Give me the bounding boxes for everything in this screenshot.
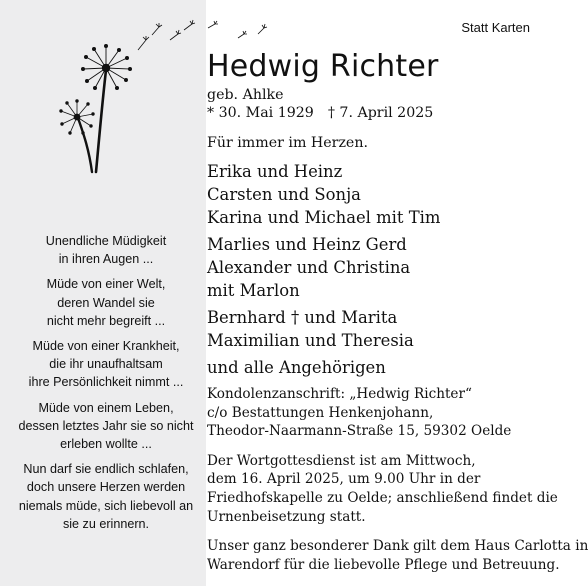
poem-stanza [14, 275, 198, 330]
service-info [207, 452, 558, 526]
condolence-line: c/o Bestattungen Henkenjohann, [207, 404, 434, 421]
poem-line: deren Wandel sie [57, 295, 155, 310]
thanks-line: Warendorf für die liebevolle Pflege und Betreuung. [207, 556, 560, 573]
condolence-address [207, 385, 537, 441]
relatives-line: und alle Angehörigen [207, 358, 386, 377]
service-line: Friedhofskapelle zu Oelde; anschließend findet die [207, 489, 558, 506]
header-note: Statt Karten [461, 20, 530, 35]
condolence-line: Theodor-Naarmann-Straße 15, 59302 Oelde [207, 423, 512, 440]
family-group [207, 160, 537, 229]
poem-line: nicht mehr begreift ... [46, 313, 166, 328]
announcement [207, 48, 588, 574]
family-line: Bernhard † und Marita [207, 308, 398, 327]
poem-stanza [14, 399, 198, 454]
poem-line: Nun darf sie endlich schlafen, [23, 462, 189, 477]
family-group [207, 306, 537, 352]
motto: Für immer im Herzen. [207, 135, 368, 151]
life-dates [207, 104, 537, 122]
family-line: Erika und Heinz [207, 162, 343, 181]
family-line: Marlies und Heinz Gerd [207, 235, 407, 254]
poem-line: in ihren Augen ... [58, 252, 154, 267]
poem-line: ihre Persönlichkeit nimmt ... [28, 375, 184, 390]
thanks-line: Unser ganz besonderer Dank gilt dem Haus Carlotta in [207, 538, 588, 555]
poem-line: Müde von einem Leben, [38, 400, 174, 415]
poem-line: dessen letztes Jahr sie so nicht [18, 418, 194, 433]
poem [14, 232, 198, 540]
poem-stanza [14, 460, 198, 533]
death-date: † 7. April 2025 [327, 105, 434, 121]
poem-line: doch unsere Herzen werden [26, 480, 186, 495]
thanks-note [207, 537, 588, 574]
poem-line: Müde von einer Welt, [46, 277, 166, 292]
service-line: Urnenbeisetzung statt. [207, 508, 366, 525]
family-line: Alexander und Christina [207, 258, 411, 277]
service-line: Der Wortgottesdienst ist am Mittwoch, [207, 452, 476, 469]
poem-line: Unendliche Müdigkeit [45, 234, 167, 248]
mourners [207, 160, 537, 379]
deceased-name: Hedwig Richter [207, 49, 439, 84]
poem-stanza [14, 232, 198, 268]
poem-line: niemals müde, sich liebevoll an [18, 498, 194, 513]
family-group [207, 233, 537, 302]
family-line: mit Marlon [207, 281, 300, 300]
poem-line: die ihr unaufhaltsam [49, 357, 163, 372]
birth-date: * 30. Mai 1929 [207, 105, 314, 121]
service-line: dem 16. April 2025, um 9.00 Uhr in der [207, 471, 481, 488]
birth-name: geb. Ahlke [207, 87, 284, 103]
poem-stanza [14, 337, 198, 392]
family-line: Karina und Michael mit Tim [207, 208, 441, 227]
poem-line: erleben wollte ... [60, 437, 152, 452]
poem-line: Müde von einer Krankheit, [32, 339, 180, 354]
family-line: Maximilian und Theresia [207, 331, 414, 350]
family-line: Carsten und Sonja [207, 185, 361, 204]
condolence-line: Kondolenzanschrift: „Hedwig Richter“ [207, 386, 472, 402]
poem-line: sie zu erinnern. [62, 516, 150, 531]
